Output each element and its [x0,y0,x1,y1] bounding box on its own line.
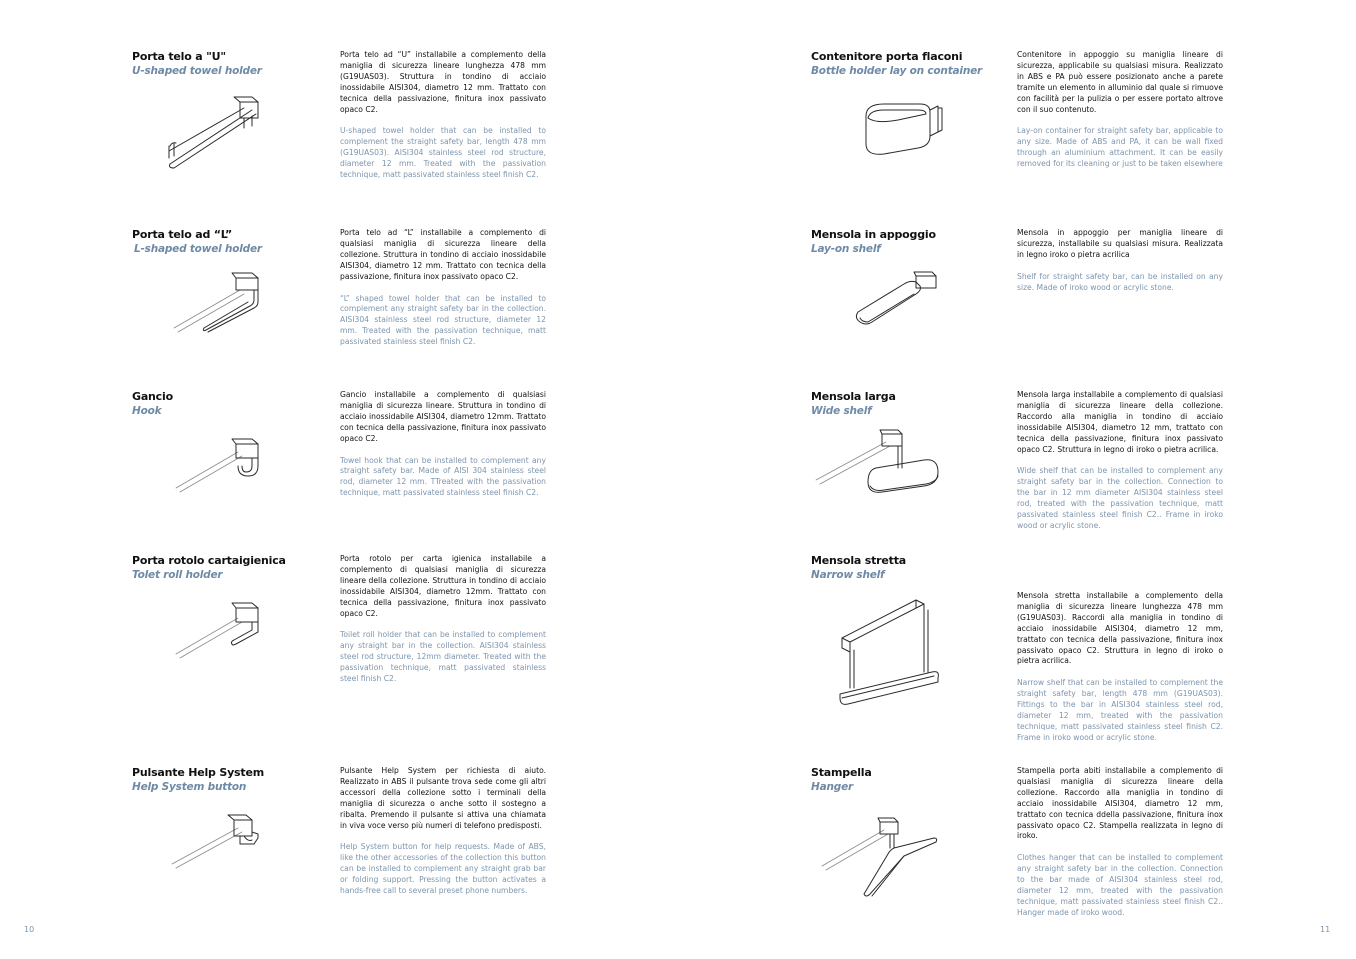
english-text: Shelf for straight safety bar, can be installed on any size. Made of iroko wood or acrylic stone. [1017,271,1223,292]
product-title: Mensola larga [811,390,896,403]
bottle-container-illustration [858,96,948,160]
page-number-right: 11 [1320,925,1331,934]
product-title: Gancio [132,390,173,403]
product-subtitle: Tolet roll holder [132,569,223,581]
product-description [1017,228,1223,294]
product-title: Mensola stretta [811,554,906,567]
english-text: Toilet roll holder that can be installed to complement any straight bar in the collection. AISI304 stainless steel rod structure, 12mm diameter. Treated with the passivation technique, matt passivated stainless steel finish C2. [340,630,546,684]
lay-on-shelf-illustration [848,270,942,330]
product-title: Contenitore porta flaconi [811,50,963,63]
product-description [340,766,546,897]
product-description [340,50,546,181]
narrow-shelf-illustration [834,596,944,712]
u-towel-holder-illustration [160,96,270,176]
italian-text: Gancio installabile a complemento di qualsiasi maniglia di sicurezza lineare. Struttura in tondino di acciaio inossidabile AISI304, diametro 12mm. Trattato con tecnica della passivazione, finitura inox passivato opaco C2. [340,390,546,443]
italian-text: Porta rotolo per carta igienica installabile a complemento di qualsiasi maniglia di sicurezza lineare della collezione. Struttura in tondino di acciaio inossidabile AISI304, diametro 12mm. Trattato con tecnica della passivazione, finitura inox passivato opaco C2. [340,554,546,618]
hanger-illustration [818,816,942,902]
product-subtitle: Bottle holder lay on container [811,65,982,77]
product-description [340,554,546,685]
italian-text: Pulsante Help System per richiesta di aiuto. Realizzato in ABS il pulsante trova sede come gli altri accessori della collezione sotto i terminali della maniglia di sicurezza o anche sotto il sostegno a ribalta. Premendo il pulsante si attiva una chiamata in viva voce verso più numeri di telefono predisposti. [340,766,546,830]
product-title: Pulsante Help System [132,766,264,779]
product-description [1017,390,1223,532]
product-description [340,390,546,499]
product-subtitle: Wide shelf [811,405,872,417]
italian-text: Contenitore in appoggio su maniglia lineare di sicurezza, applicabile su qualsiasi misura. Realizzato in ABS e PA può essere posizionato anche a parete tramite un elemento in alluminio dal quale si rimuove con facilità per la pulizia o per essere portato altrove con il suo contenuto. [1017,50,1223,114]
product-title: Porta telo ad “L” [132,228,232,241]
english-text: U-shaped towel holder that can be installed to complement the straight safety bar, length 478 mm (G19UAS03). AISI304 stainless steel rod structure, diameter 12 mm. Treated with the passivation technique, matt passivated stainless steel finish C2. [340,126,546,180]
italian-text: Mensola larga installabile a complemento di qualsiasi maniglia di sicurezza lineare della collezione. Raccordo alla maniglia in tondino di acciaio inossidabile AISI304, diametro 12 mm, trattato con tecnica della passivazione, finitura inox passivato opaco C2. Struttura in legno di iroko o pietra acrilica. [1017,390,1223,454]
help-button-illustration [168,812,268,872]
product-subtitle: U-shaped towel holder [132,65,262,77]
product-title: Porta rotolo cartaigienica [132,554,286,567]
product-title: Mensola in appoggio [811,228,936,241]
english-text: Help System button for help requests. Made of ABS, like the other accessories of the collection this button can be installed to complement any straight grab bar or folding support. Pressing the button activates a hands-free call to several preset phone numbers. [340,842,546,896]
product-subtitle: Lay-on shelf [811,243,881,255]
product-title: Stampella [811,766,872,779]
italian-text: Mensola stretta installabile a complemento della maniglia di sicurezza lineare lunghezza 478 mm (G19UAS03). Raccordi alla maniglia in tondino di acciaio inossidabile AISI304, diametro 12 mm, trattato con tecnica della passivazione, finitura inox passivato opaco C2. Struttura in legno di iroko o pietra acrilica. [1017,591,1223,666]
english-text: Clothes hanger that can be installed to complement any straight safety bar in the collection. Connection to the bar made of AISI304 stainless steel rod, diameter 12 mm, treated with the passivation technique, matt passivated stainless steel finish C2.. Hanger made of iroko wood. [1017,853,1223,917]
product-subtitle: Hanger [811,781,853,793]
product-subtitle: Help System button [132,781,247,793]
italian-text: Porta telo ad “U” installabile a complemento della maniglia di sicurezza lineare lunghezza 478 mm (G19UAS03). Struttura in tondino di acciaio inossidabile AISI304, diametro 12 mm. Trattato con tecnica della passivazione, finitura inox passivato opaco C2. [340,50,546,114]
product-subtitle: Narrow shelf [811,569,885,581]
l-towel-holder-illustration [170,272,270,342]
product-title: Porta telo a "U" [132,50,226,63]
product-description [1017,591,1223,744]
hook-illustration [172,436,272,498]
english-text: “L” shaped towel holder that can be installed to complement any straight safety bar in the collection. AISI304 stainless steel rod structure, diameter 12 mm. Treated with the passivation technique, matt passivated stainless steel finish C2. [340,293,546,347]
italian-text: Mensola in appoggio per maniglia lineare di sicurezza, installabile su qualsiasi misura. Realizzata in legno iroko o pietra acrilica [1017,228,1223,259]
product-description [1017,766,1223,919]
product-subtitle: L-shaped towel holder [134,243,262,255]
wide-shelf-illustration [812,428,948,498]
italian-text: Porta telo ad “L” installabile a complemento di qualsiasi maniglia di sicurezza lineare della collezione. Struttura in tondino di acciaio inossidabile AISI304, diametro 12 mm. Trattato con tecnica della passivazione, finitura inox passivato opaco C2. [340,228,546,281]
product-description [1017,50,1223,170]
english-text: Towel hook that can be installed to complement any straight safety bar. Made of AISI 304 stainless steel rod, diameter 12 mm. TTreated with the passivation technique, matt passivated stainless steel finish C2. [340,455,546,498]
english-text: Narrow shelf that can be installed to complement the straight safety bar, length 478 mm (G19UAS03). Fittings to the bar in AISI304 stainless steel rod, diameter 12 mm, treated with the passivation technique, matt passivated stainless steel finish C2. Frame in iroko wood or acrylic stone. [1017,678,1223,742]
toilet-roll-holder-illustration [172,600,272,664]
italian-text: Stampella porta abiti installabile a complemento di qualsiasi maniglia di sicurezza lineare della collezione. Raccordo alla maniglia in tondino di acciaio inossidabile AISI304, diametro 12 mm, trattato con tecnica ddella passivazione, finitura inox passivato opaco C2. Stampella realizzata in legno di iroko. [1017,766,1223,841]
page-number-left: 10 [24,925,35,934]
english-text: Lay-on container for straight safety bar, applicable to any size. Made of ABS and PA, it can be wall fixed through an aluminium attachment. It can be easily removed for its cleaning or just to be taken elsewhere [1017,126,1223,169]
product-subtitle: Hook [132,405,162,417]
english-text: Wide shelf that can be installed to complement any straight safety bar in the collection. Connection to the bar in 12 mm diameter AISI304 stainless steel rod, treated with the passivation technique, matt passivated stainless steel finish C2.. Frame in iroko wood or acrylic stone. [1017,466,1223,530]
product-description [340,228,546,348]
